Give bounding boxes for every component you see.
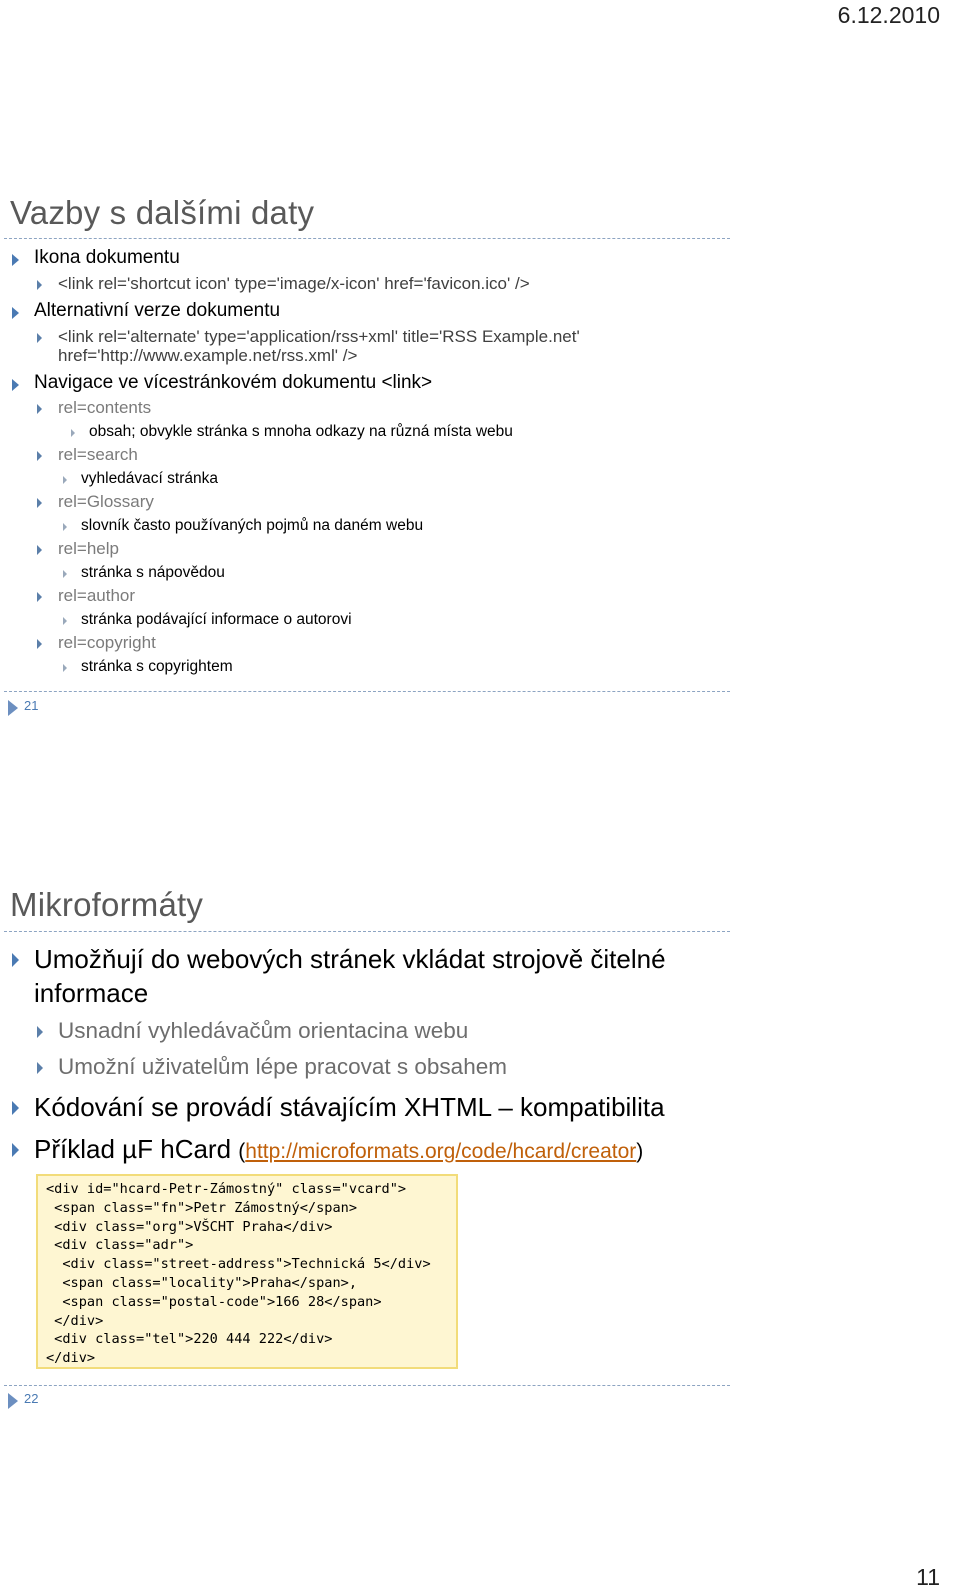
bullet-subitem: rel=copyright (58, 633, 156, 652)
bullet-subitem: rel=search (58, 445, 138, 464)
footer-separator (4, 1385, 730, 1386)
code-line: <div class="street-address">Technická 5</div> (46, 1256, 431, 1273)
page-number: 11 (916, 1564, 940, 1590)
bullet-subsubitem: slovník často používaných pojmů na daném webu (81, 517, 424, 534)
slide-number (8, 698, 38, 713)
bullet-item: Ikona dokumentu (34, 247, 180, 268)
bullet-subitem: rel=Glossary (58, 492, 154, 511)
code-example-box (36, 1174, 458, 1369)
bullet-subsubitem: obsah; obvykle stránka s mnoha odkazy na různá místa webu (89, 423, 513, 440)
bullet-subitem: rel=help (58, 539, 119, 558)
bullet-item (34, 1134, 643, 1165)
bullet-subsubitem: stránka s copyrightem (81, 658, 233, 675)
code-line: <div class="tel">220 444 222</div> (46, 1331, 333, 1348)
bullet-item: Kódování se provádí stávajícím XHTML – kompatibilita (34, 1092, 665, 1122)
code-line: <span class="fn">Petr Zámostný</span> (46, 1199, 357, 1216)
link-paren-close: ) (636, 1140, 644, 1163)
bullet-subsubitem: stránka s nápovědou (81, 564, 225, 581)
bullet-subsubitem: vyhledávací stránka (81, 470, 218, 487)
bullet-item: Alternativní verze dokumentu (34, 300, 281, 321)
slide-title: Vazby s dalšími daty (10, 194, 315, 231)
bullet-subitem-continuation: href='http://www.example.net/rss.xml' /> (58, 346, 358, 365)
bullet-subitem: <link rel='shortcut icon' type='image/x-icon' href='favicon.ico' /> (58, 274, 530, 293)
slide-number-icon (8, 1393, 18, 1409)
code-line: </div> (46, 1350, 96, 1367)
bullet-item: Navigace ve vícestránkovém dokumentu <link> (34, 372, 433, 393)
document-date: 6.12.2010 (837, 2, 940, 28)
code-line: <div id="hcard-Petr-Zámostný" class="vcard"> (46, 1181, 407, 1197)
title-separator (4, 238, 730, 239)
code-line: <div class="adr"> (46, 1237, 194, 1254)
hcard-creator-link[interactable]: http://microformats.org/code/hcard/creator (245, 1140, 637, 1163)
bullet-subitem: rel=author (58, 586, 136, 605)
link-paren-open: ( (238, 1140, 246, 1163)
bullet-item-continuation: informace (34, 978, 149, 1008)
bullet-subitem: Umožní uživatelům lépe pracovat s obsahem (58, 1054, 507, 1079)
code-line: <span class="locality">Praha</span>, (46, 1274, 357, 1291)
code-line: <span class="postal-code">166 28</span> (46, 1293, 382, 1310)
slide-number-text: 21 (24, 698, 39, 713)
slide-title: Mikroformáty (10, 886, 204, 923)
title-separator (4, 931, 730, 932)
bullet-subsubitem: stránka podávající informace o autorovi (81, 611, 352, 628)
bullet-item: Umožňují do webových stránek vkládat strojově čitelné (34, 944, 666, 974)
bullet-subitem: <link rel='alternate' type='application/rss+xml' title='RSS Example.net' (58, 327, 580, 346)
code-line: <div class="org">VŠCHT Praha</div> (46, 1218, 333, 1235)
bullet-item-text: Příklad µF hCard (34, 1134, 232, 1164)
code-line: </div> (46, 1312, 104, 1329)
footer-separator (4, 691, 730, 692)
bullet-subitem: Usnadní vyhledávačům orientacina webu (58, 1018, 469, 1043)
slide-number-icon (8, 700, 18, 716)
bullet-subitem: rel=contents (58, 398, 152, 417)
slide-number-text: 22 (24, 1391, 39, 1406)
slide-number (8, 1391, 38, 1406)
